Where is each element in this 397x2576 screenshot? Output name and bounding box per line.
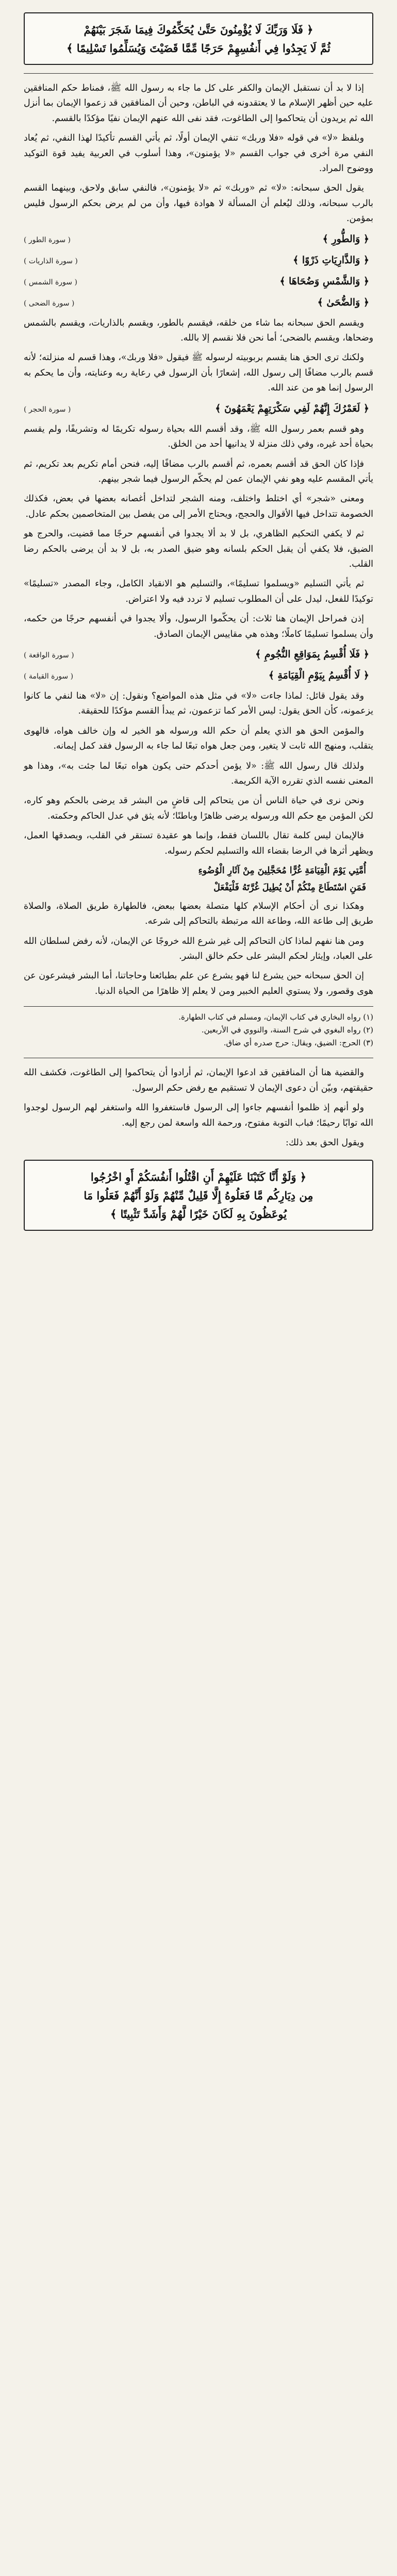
paragraph: فإذا كان الحق قد أقسم بعمره، ثم أقسم بالرب مضافًا إليه، فنحن أمام تكريم بعد تكريم، ثم يأتي المقسم عليه وهو نفي الإيمان عمن لم يحكّم الرسول فيما شجر بينهم. [24, 459, 373, 484]
verse-ref-cite: ( سورة الطور ) [24, 235, 71, 244]
paragraph: وهكذا نرى أن أحكام الإسلام كلها متصلة بعضها ببعض، فالطهارة طريق الصلاة، والصلاة طريق إلى طاعة الله، وطاعة الله مرتبطة بالتحاكم إلى شرعه. [24, 901, 373, 927]
paragraph: وبلفظ «لا» في قوله «فلا وربك» تنفي الإيمان أولًا، ثم يأتي القسم تأكيدًا لهذا النفي، ثم يُعاد النفي مرة أخرى في جواب القسم «لا يؤمنون»، وهذا أسلوب في العربية يفيد قوة التوكيد ووضوح المراد. [24, 133, 373, 174]
bottom-verse-line-2: مِن دِيَارِكُم مَّا فَعَلُوهُ إِلَّا قَلِيلٌ مِّنْهُمْ وَلَوْ أَنَّهُمْ فَعَلُوا مَا [84, 1189, 313, 1202]
footnote: (٢) رواه البغوي في شرح السنة، والنووي في الأربعين. [201, 1025, 373, 1035]
paragraph: فالإيمان ليس كلمة تقال باللسان فقط، وإنما هو عقيدة تستقر في القلب، ويصدقها العمل، ويظهر أثرها في الرضا بقضاء الله والتسليم لحكم رسوله. [24, 831, 373, 856]
verse-ref-cite: ( سورة الحجر ) [24, 405, 71, 414]
paragraph: ومعنى «شجر» أي اختلط واختلف، ومنه الشجر لتداخل أغصانه بعضها في بعض، فكذلك الخصومة تتداخل فيها الأقوال والحجج، ويحتاج الأمر إلى من يفصل بين المتخاصمين بحكم عادل. [24, 494, 373, 519]
verse-ref-line [24, 274, 373, 290]
bottom-verse-line-1: ﴿ وَلَوْ أَنَّا كَتَبْنَا عَلَيْهِمْ أَنِ اقْتُلُوا أَنفُسَكُمْ أَوِ اخْرُجُوا [90, 1171, 307, 1184]
top-verse-line-1: ﴿ فَلَا وَرَبِّكَ لَا يُؤْمِنُونَ حَتَّىٰ يُحَكِّمُوكَ فِيمَا شَجَرَ بَيْنَهُمْ [84, 23, 313, 36]
paragraph: إذن فمراحل الإيمان هنا ثلاث: أن يحكّموا الرسول، وألا يجدوا في أنفسهم حرجًا من حكمه، وأن يسلموا تسليمًا كاملًا؛ وهذه هي مقاييس الإيمان الصادق. [24, 614, 373, 639]
verse-ref-line [24, 231, 373, 247]
footnote: (١) رواه البخاري في كتاب الإيمان، ومسلم في كتاب الطهارة. [178, 1012, 373, 1022]
verse-ref-cite: ( سورة الواقعة ) [24, 651, 74, 659]
paragraph: ونحن نرى في حياة الناس أن من يتحاكم إلى قاضٍ من البشر قد يرضى بالحكم وهو كاره، لكن المؤمن مع حكم الله ورسوله يرضى ظاهرًا وباطنًا؛ لأنه يثق في عدل الحاكم وحكمته. [24, 795, 373, 821]
hadith-line: أُمَّتِي يَوْمَ الْقِيَامَةِ غُرًّا مُحَجَّلِينَ مِنْ آثَارِ الْوُضُوءِ [198, 866, 366, 876]
top-verse-line-2: ثُمَّ لَا يَجِدُوا فِي أَنفُسِهِمْ حَرَجًا مِّمَّا قَضَيْتَ وَيُسَلِّمُوا تَسْلِيمًا ﴾ [67, 42, 330, 55]
verse-ref-line [24, 295, 373, 311]
verse-ref-cite: ( سورة الشمس ) [24, 278, 77, 286]
footnote: (٣) الحرج: الضيق، ويقال: حرج صدره أي ضاق. [223, 1038, 373, 1048]
paragraph: ولو أنهم إذ ظلموا أنفسهم جاءوا إلى الرسول فاستغفروا الله واستغفر لهم الرسول لوجدوا الله توابًا رحيمًا؛ فباب التوبة مفتوح، ورحمة الله واسعة لمن رجع إليه. [24, 1103, 373, 1128]
hadith-quote [24, 863, 373, 896]
divider-rule [24, 73, 373, 74]
paragraph: ولكنك ترى الحق هنا يقسم بربوبيته لرسوله ﷺ فيقول «فلا وربك»، وهذا قسم له منزلته؛ لأنه قسم بالرب مضافًا إلى رسول الله، إشعارًا بأن الرسول في رعاية ربه وعنايته، وأن ما يحكم به الرسول إنما هو من عند الله. [24, 352, 373, 394]
paragraph: ومن هنا نفهم لماذا كان التحاكم إلى غير شرع الله خروجًا عن الإيمان، لأنه رفض لسلطان الله على العباد، وإيثار لحكم البشر على حكم خالق البشر. [24, 936, 373, 962]
verse-ref-cite: ( سورة القيامة ) [24, 672, 74, 681]
paragraph: وقد يقول قائل: لماذا جاءت «لا» في مثل هذه المواضع؟ ونقول: إن «لا» هنا لنفي ما كانوا يزعمونه، كأن الحق يقول: ليس الأمر كما تزعمون، ثم يبدأ القسم مؤكدًا للحقيقة. [24, 690, 373, 717]
top-verse-box [24, 12, 373, 65]
paragraph: وهو قسم بعمر رسول الله ﷺ، وقد أقسم الله بحياة رسوله تكريمًا له وتشريفًا، ولم يقسم بحياة أحد غيره، وفي ذلك منزلة لا يدانيها أحد من الخلق. [24, 423, 373, 450]
paragraph: إذا لا بد أن نستقبل الإيمان والكفر على كل ما جاء به رسول الله ﷺ، فمناط حكم المنافقين عليه حين أظهر الإسلام ما لا يعتقدونه في الباطن، وحين أن المنافقين قد زعموا الإيمان بما أنزل الله ثم يريدون أن يتحاكموا إلى الطاغوت، فقد نفى الله عنهم الإيمان نفيًا مؤكدًا بالقسم. [24, 83, 373, 124]
verse-ref-line [24, 647, 373, 663]
paragraph: ويقول الحق بعد ذلك: [285, 1137, 364, 1148]
paragraph: والقضية هنا أن المنافقين قد ادعوا الإيمان، ثم أرادوا أن يتحاكموا إلى الطاغوت، فكشف الله حقيقتهم، وبيّن أن دعوى الإيمان لا تستقيم مع رفض حكم الرسول. [24, 1067, 373, 1093]
verse-ref-line [24, 401, 373, 417]
verse-ref-text: ﴿ لَا أُقْسِمُ بِيَوْمِ الْقِيَامَةِ ﴾ [268, 669, 369, 681]
bottom-verse-box [24, 1160, 373, 1231]
hadith-line: فَمَنِ اسْتَطَاعَ مِنْكُمْ أَنْ يُطِيلَ غُرَّتَهُ فَلْيَفْعَلْ [213, 883, 366, 893]
verse-ref-text: ﴿ وَالشَّمْسِ وَضُحَاهَا ﴾ [279, 275, 369, 287]
paragraph: ثم لا يكفي التحكيم الظاهري، بل لا بد ألا يجدوا في أنفسهم حرجًا مما قضيت، والحرج هو الضيق، فلا يكفي أن يقبل الحكم بلسانه وهو ضيق الصدر به، بل لا بد أن يرضى بالحكم رضا القلب. [24, 529, 373, 569]
verse-ref-text: ﴿ وَالطُّورِ ﴾ [322, 233, 369, 245]
paragraph: والمؤمن الحق هو الذي يعلم أن حكم الله ورسوله هو الخير له وإن خالف هواه، فالهوى يتقلب، ومنهج الله ثابت لا يتغير، ومن جعل هواه تبعًا لما جاء به الرسول فقد كمل إيمانه. [24, 725, 373, 752]
paragraph: ثم يأتي التسليم «ويسلموا تسليمًا»، والتسليم هو الانقياد الكامل، وجاء المصدر «تسليمًا» توكيدًا للفعل، ليدل على أن المطلوب تسليم لا تردد فيه ولا اعتراض. [24, 579, 373, 604]
verse-ref-line [24, 668, 373, 684]
paragraph: ولذلك قال رسول الله ﷺ: «لا يؤمن أحدكم حتى يكون هواه تبعًا لما جئت به»، وهذا هو المعنى نفسه الذي تقرره الآية الكريمة. [24, 760, 373, 786]
verse-ref-text: ﴿ وَالذَّارِيَاتِ ذَرْوًا ﴾ [293, 254, 369, 266]
paragraph: ويقسم الحق سبحانه بما شاء من خلقه، فيقسم بالطور، ويقسم بالذاريات، ويقسم بالشمس وضحاها، ويقسم بالضحى؛ أما نحن فلا نقسم إلا بالله. [24, 317, 373, 344]
verse-ref-text: ﴿ وَالضُّحَىٰ ﴾ [317, 296, 369, 308]
footnotes [24, 1006, 373, 1049]
verse-ref-text: ﴿ فَلَا أُقْسِمُ بِمَوَاقِعِ النُّجُومِ ﴾ [255, 648, 369, 660]
paragraph: يقول الحق سبحانه: «لا» ثم «وربك» ثم «لا يؤمنون»، فالنفي سابق ولاحق، وبينهما القسم بالرب سبحانه، وذلك ليُعلم أن المسألة لا هوادة فيها، وأن من لم يرض بحكم الرسول فليس بمؤمن. [24, 183, 373, 224]
paragraph: إن الحق سبحانه حين يشرع لنا فهو يشرع عن علم بطبائعنا وحاجاتنا، أما البشر فيشرعون عن هوى وقصور، ولا يستوي العليم الخبير ومن لا يعلم إلا ظاهرًا من الحياة الدنيا. [24, 971, 373, 996]
bottom-verse-line-3: يُوعَظُونَ بِهِ لَكَانَ خَيْرًا لَّهُمْ وَأَشَدَّ تَثْبِيتًا ﴾ [110, 1208, 287, 1221]
verse-ref-cite: ( سورة الضحى ) [24, 299, 75, 308]
verse-ref-text: ﴿ لَعَمْرُكَ إِنَّهُمْ لَفِي سَكْرَتِهِمْ يَعْمَهُونَ ﴾ [215, 402, 369, 414]
verse-ref-line [24, 252, 373, 268]
verse-ref-cite: ( سورة الذاريات ) [24, 257, 78, 265]
